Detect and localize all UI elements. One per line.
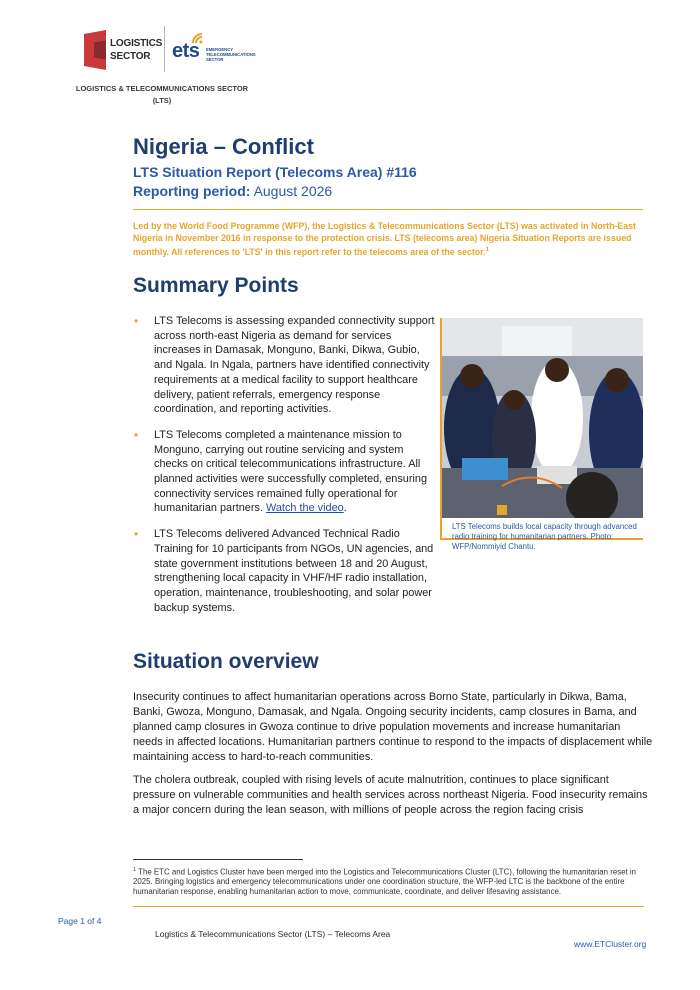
page-title: Nigeria – Conflict xyxy=(133,134,314,159)
situation-heading: Situation overview xyxy=(133,650,319,673)
summary-bullet: • LTS Telecoms delivered Advanced Technical Radio Training for 10 participants from NGOs, UN agencies, and state government institutions between 18 and 20 August, strengthening local capacity in VHF/HF radio installation, operation, maintenance, troubleshooting, and solar power backup systems. xyxy=(134,527,434,614)
situation-paragraph: Insecurity continues to affect humanitarian operations across Borno State, particularly in Dikwa, Bama, Banki, Gwoza, Monguno, Damasak, and Ngala. Ongoing security incidents, camp closures in Bama, and planned camp closures in Gwoza continue to drive population movements and increase humanitarian needs in affected locations. Humanitarian partners continue to respond to the impacts of displacement while maintaining access to hard-to-reach communities. xyxy=(133,691,653,763)
footer-url-link[interactable]: www.ETCluster.org xyxy=(574,939,647,949)
title-divider xyxy=(133,209,643,210)
reporting-period-value: August 2026 xyxy=(253,183,333,199)
page-number: Page 1 of 4 xyxy=(58,916,102,926)
photo-caption: LTS Telecoms builds local capacity through advanced radio training for humanitarian partners. Photo: WFP/Nommiyid Chantu. xyxy=(452,522,637,551)
footnote-marker[interactable]: 1 xyxy=(485,247,489,253)
lts-logo-text: LOGISTICS SECTOR xyxy=(110,38,163,62)
lts-logo-mark-icon xyxy=(80,30,110,70)
report-subtitle: LTS Situation Report (Telecoms Area) #116 xyxy=(133,164,417,180)
sector-caption: LOGISTICS & TELECOMMUNICATIONS SECTOR (LTS) xyxy=(75,84,249,105)
reporting-period xyxy=(133,183,650,199)
summary-bullet-list xyxy=(133,314,435,626)
bullet-dot-icon: • xyxy=(134,314,139,328)
footnote-text: The ETC and Logistics Cluster have been merged into the Logistics and Telecommunications Cluster (LTC), following the humanitarian reset in 2025. Bringing logistics and emergency telecommunications under one coordination structure, the WFP-led LTC is the backbone of the entire humanitarian response, enabling humanitarian action to move, communicate, coordinate, and deliver lifesaving assistance. xyxy=(133,867,637,897)
footer-divider xyxy=(133,906,644,907)
reporting-period-label: Reporting period: xyxy=(133,183,251,199)
summary-bullet: • LTS Telecoms completed a maintenance mission to Monguno, carrying out routine servicing and system checks on critical telecommunications infrastructure. All planned activities were successfully completed, ensuring connectivity services remained fully operational for humanitarian partners. Watch the video. xyxy=(134,427,428,515)
ets-logo-subtext: EMERGENCY TELECOMMUNICATIONS SECTOR xyxy=(206,47,256,62)
ets-logo xyxy=(172,30,262,70)
intro-paragraph: Led by the World Food Programme (WFP), the Logistics & Telecommunications Sector (LTS) was activated in North-East Nigeria in November 2016 in response to the protection crisis. LTS (telecoms area) Nigeria Situation Reports are issued monthly. All references to 'LTS' in this report refer to the telecoms area of the sector.$^1$ xyxy=(133,221,636,257)
ets-logo-word: ets xyxy=(172,40,200,62)
summary-bullet: • LTS Telecoms is assessing expanded connectivity support across north-east Nigeria as demand for services increases in Damasak, Monguno, Banki, Dikwa, Gubio, and Ngala. In Ngala, partners have identified connectivity requirements at a medical facility to support healthcare delivery, patient referrals, emergency response coordination, and reporting activities. xyxy=(134,314,435,416)
footnote xyxy=(133,866,648,897)
situation-paragraph: The cholera outbreak, coupled with rising levels of acute malnutrition, continues to place significant pressure on vulnerable communities and health services across northeast Nigeria. Food insecurity remains a major concern during the lean season, with millions of people across the region facing crisis xyxy=(133,774,648,816)
bullet-dot-icon: • xyxy=(134,427,139,442)
training-photo-figure xyxy=(440,318,643,551)
summary-heading: Summary Points xyxy=(133,274,299,297)
footer-sector-name: Logistics & Telecommunications Sector (LTS) – Telecoms Area xyxy=(155,929,391,939)
logo-divider xyxy=(164,26,165,72)
training-photo xyxy=(442,318,643,518)
footnote-rule xyxy=(133,859,303,860)
bullet-dot-icon: • xyxy=(134,527,139,542)
lts-logo xyxy=(80,30,166,70)
footnote-number: 1 xyxy=(133,867,137,873)
watch-video-link[interactable]: Watch the video xyxy=(266,502,344,515)
